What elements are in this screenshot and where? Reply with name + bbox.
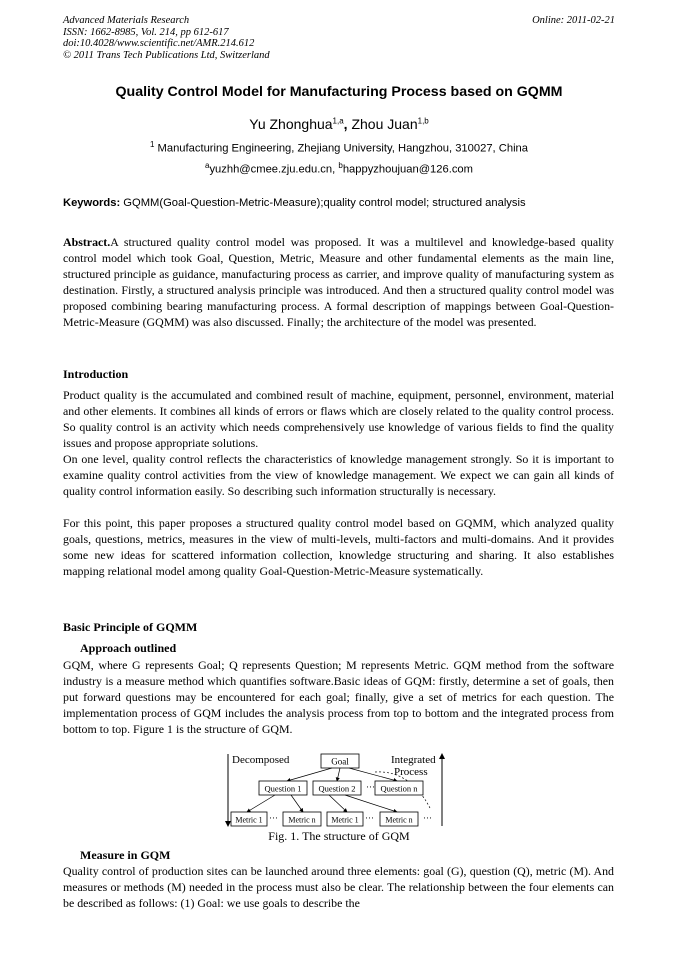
label-process: Process [394,766,428,778]
affiliation-sup: 1 [149,140,155,149]
author-2: Zhou Juan [351,116,418,132]
figure-1-caption: Fig. 1. The structure of GQM [268,829,410,843]
abstract-label: Abstract. [63,235,111,249]
subsection-approach-outlined: Approach outlined [80,641,177,655]
email-b: happyzhoujuan@126.com [342,163,473,176]
gqm-structure-figure [225,750,455,830]
intro-paragraph-2: On one level, quality control reflects the characteristics of knowledge management strongly. So it is important to examine quality control activities from the view of knowledge management. We expect we can gain all kinds of quality control information easily. So describing such information structurally is necessary. [63,452,614,499]
paper-title: Quality Control Model for Manufacturing Process based on GQMM [115,84,563,100]
intro-paragraph-1: Product quality is the accumulated and combined result of machine, equipment, personnel, environment, material and other elements. It combines all kinds of errors or flaws which are closely related to the quality control process. So quality control is an activity which needs comprehensively use knowledge of various fields to find the quality issues and propose appropriate solutions. [63,388,614,451]
affiliation [0,140,678,155]
affiliation-text: Manufacturing Engineering, Zhejiang University, Hangzhou, 310027, China [154,142,528,155]
label-decomposed: Decomposed [232,754,290,766]
journal-name: Advanced Materials Research [63,15,190,26]
metric-ellipsis-2: ··· [365,813,374,823]
keywords [63,197,526,209]
question-1-label: Question 1 [264,783,302,794]
metric-ellipsis-3: ··· [423,813,432,823]
journal-doi: doi:10.4028/www.scientific.net/AMR.214.612 [63,38,255,49]
question-2-label: Question 2 [318,783,356,794]
metric-1b-label: Metric 1 [331,815,359,825]
question-n-label: Question n [380,783,418,794]
emails [0,161,678,176]
basic-paragraph-1: GQM, where G represents Goal; Q represents Question; M represents Metric. GQM method from the software industry is a measure method which quantifies software.Basic ideas of GQM: firstly, determine a set of goals, then put forward questions may be encountered for each goal; finally, give a set of metrics for each question. The implementation process of GQM includes the analysis process from top to bottom and the integrated process from bottom to top. Figure 1 is the structure of GQM. [63,658,614,737]
online-date: Online: 2011-02-21 [532,15,615,26]
keywords-text: GQMM(Goal-Question-Metric-Measure);quality control model; structured analysis [120,197,526,209]
author-2-sup: 1,b [417,116,429,126]
author-separator: , [343,116,352,132]
subsection-measure-in-gqm: Measure in GQM [80,848,171,862]
metric-1-label: Metric 1 [235,815,263,825]
question-ellipsis: ··· [366,782,375,792]
metric-ellipsis-1: ··· [269,813,278,823]
author-1-sup: 1,a [332,116,344,126]
basic-paragraph-2: Quality control of production sites can be launched around three elements: goal (G), question (Q), metric (M). And measures or methods (M) needed in the process must also be clear. The relationship between the four elements can be described as follows: (1) Goal: we use goals to describe the [63,864,614,911]
label-integrated: Integrated [391,754,436,766]
abstract [63,234,614,331]
section-heading-basic-principle: Basic Principle of GQMM [63,620,198,634]
goal-label: Goal [331,756,349,767]
author-line [0,116,678,132]
intro-paragraph-3: For this point, this paper proposes a structured quality control model based on GQMM, which analyzed quality goals, questions, metrics, measures in the view of multi-levels, multi-factors and multi-domains. And it provides some new ideas for scattered information collection, knowledge structuring and sharing. It also establishes mapping relational model among quality Goal-Question-Metric-Measure systematically. [63,516,614,579]
email-b-sup: b [338,161,343,170]
metric-nb-label: Metric n [385,815,413,825]
email-a-sup: a [205,161,210,170]
section-heading-introduction: Introduction [63,367,129,381]
journal-issn: ISSN: 1662-8985, Vol. 214, pp 612-617 [63,26,229,38]
email-a: yuzhh@cmee.zju.edu.cn, [209,163,339,176]
journal-copyright: © 2011 Trans Tech Publications Ltd, Switzerland [63,49,270,61]
journal-header [63,15,270,61]
author-1: Yu Zhonghua [249,116,333,132]
keywords-label: Keywords: [63,197,121,209]
abstract-text: A structured quality control model was proposed. It was a multilevel and knowledge-based quality control model which took Goal, Question, Metric, Measure and other fundamental elements as the main line, structured principle as guidance, manufacturing process as carrier, and improve quality of manufacturing system as destination. Firstly, a structured analysis principle was introduced. And then a structured quality control model was proposed combining bearing manufacturing process. A formal description of mappings between Goal-Question-Metric-Measure (GQMM) was also discussed. Finally; the architecture of the model was presented. [63,235,614,330]
metric-n-label: Metric n [288,815,316,825]
